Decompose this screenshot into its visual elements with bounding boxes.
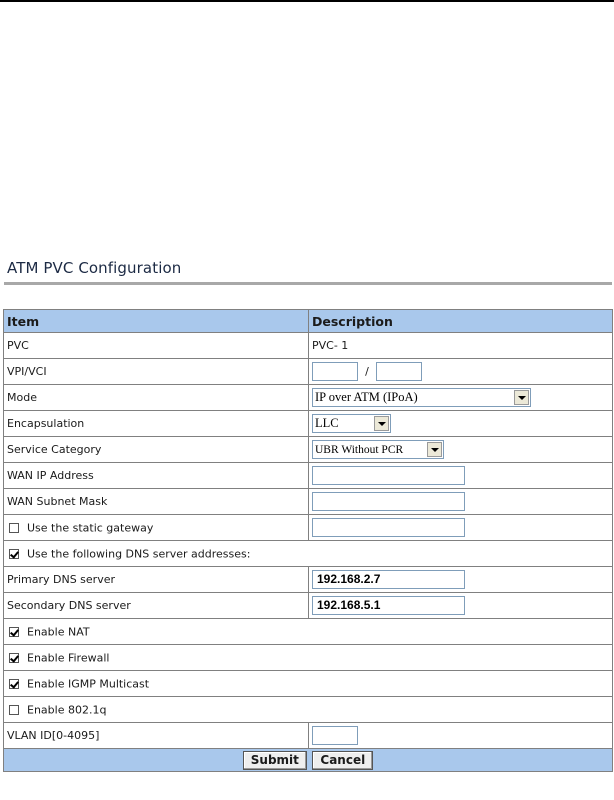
- primary-dns-input[interactable]: 192.168.2.7: [312, 570, 465, 589]
- wan-mask-label: WAN Subnet Mask: [4, 489, 309, 515]
- static-gateway-input[interactable]: [312, 518, 465, 537]
- enable-nat-checkbox[interactable]: [9, 627, 19, 637]
- row-static-gateway: [4, 515, 613, 541]
- service-category-label: Service Category: [4, 437, 309, 463]
- service-category-select[interactable]: [312, 440, 444, 459]
- vlan-id-label: VLAN ID[0-4095]: [4, 723, 309, 749]
- chevron-down-icon[interactable]: [514, 390, 529, 405]
- mode-select[interactable]: [312, 388, 531, 407]
- column-header-item: Item: [4, 310, 309, 333]
- enable-nat-label: Enable NAT: [27, 625, 90, 639]
- encapsulation-select[interactable]: [312, 414, 391, 433]
- chevron-down-icon[interactable]: [427, 442, 442, 457]
- page-title: ATM PVC Configuration: [7, 259, 182, 277]
- wan-subnet-mask-input[interactable]: [312, 492, 465, 511]
- enable-igmp-label: Enable IGMP Multicast: [27, 677, 150, 691]
- title-divider: [4, 282, 612, 285]
- pvc-value: PVC- 1: [309, 333, 613, 359]
- secondary-dns-input[interactable]: 192.168.5.1: [312, 596, 465, 615]
- enable-firewall-checkbox[interactable]: [9, 653, 19, 663]
- row-igmp: [4, 671, 613, 697]
- vpi-input[interactable]: [312, 362, 358, 381]
- submit-button[interactable]: Submit: [243, 751, 307, 770]
- vci-input[interactable]: [376, 362, 422, 381]
- row-encapsulation: [4, 411, 613, 437]
- chevron-down-icon[interactable]: [374, 416, 389, 431]
- row-mode: [4, 385, 613, 411]
- row-primary-dns: [4, 567, 613, 593]
- top-border-line: [0, 0, 614, 2]
- wan-ip-input[interactable]: [312, 466, 465, 485]
- table-header-row: [4, 310, 613, 333]
- dns-servers-checkbox[interactable]: [9, 549, 19, 559]
- enable-firewall-label: Enable Firewall: [27, 651, 110, 665]
- row-pvc: [4, 333, 613, 359]
- pvc-label: PVC: [4, 333, 309, 359]
- encapsulation-label: Encapsulation: [4, 411, 309, 437]
- enable-8021q-label: Enable 802.1q: [27, 703, 107, 717]
- service-category-selected-value: UBR Without PCR: [315, 443, 404, 456]
- cancel-button[interactable]: Cancel: [312, 751, 373, 770]
- enable-8021q-checkbox[interactable]: [9, 705, 19, 715]
- primary-dns-label: Primary DNS server: [4, 567, 309, 593]
- row-secondary-dns: [4, 593, 613, 619]
- row-dot1q: [4, 697, 613, 723]
- mode-selected-value: IP over ATM (IPoA): [315, 390, 418, 404]
- column-header-description: Description: [309, 310, 613, 333]
- pvc-config-table: [3, 309, 613, 772]
- static-gateway-checkbox[interactable]: [9, 523, 19, 533]
- row-service-category: [4, 437, 613, 463]
- actions-row: [4, 749, 613, 772]
- secondary-dns-label: Secondary DNS server: [4, 593, 309, 619]
- row-nat: [4, 619, 613, 645]
- row-dns-toggle: [4, 541, 613, 567]
- vpi-vci-label: VPI/VCI: [4, 359, 309, 385]
- wan-ip-label: WAN IP Address: [4, 463, 309, 489]
- vlan-id-input[interactable]: [312, 726, 358, 745]
- row-vpi-vci: [4, 359, 613, 385]
- static-gateway-label: Use the static gateway: [27, 521, 154, 535]
- encapsulation-selected-value: LLC: [315, 416, 339, 430]
- row-wan-mask: [4, 489, 613, 515]
- row-firewall: [4, 645, 613, 671]
- mode-label: Mode: [4, 385, 309, 411]
- row-wan-ip: [4, 463, 613, 489]
- enable-igmp-checkbox[interactable]: [9, 679, 19, 689]
- vpi-vci-separator: /: [365, 365, 369, 378]
- dns-servers-label: Use the following DNS server addresses:: [27, 547, 251, 561]
- row-vlan-id: [4, 723, 613, 749]
